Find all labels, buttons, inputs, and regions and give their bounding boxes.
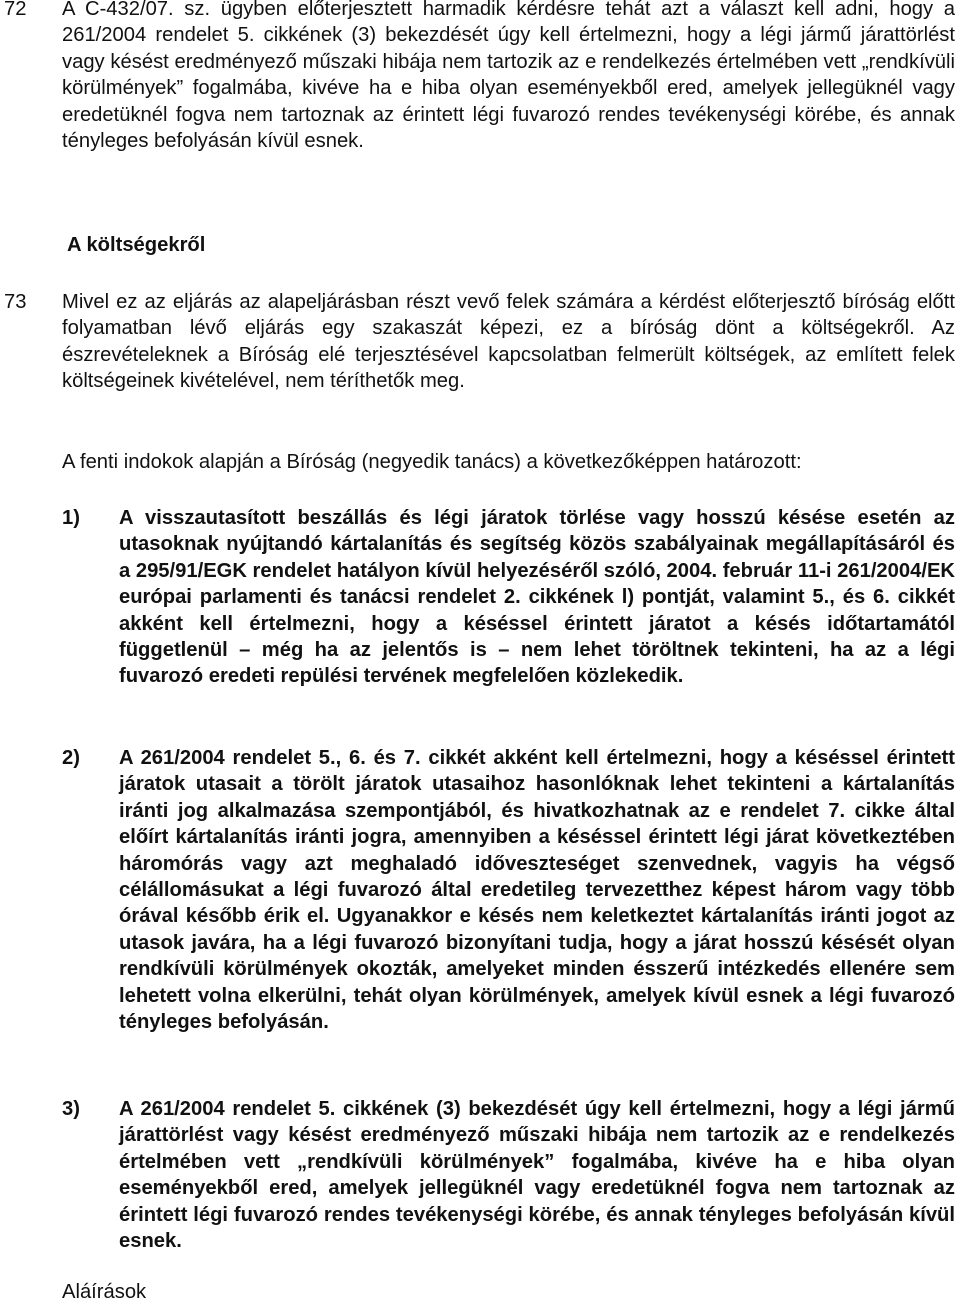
ruling-item-number: 2) xyxy=(62,747,80,769)
paragraph-73-text: Mivel ez az eljárás az alapeljárásban részt vevő felek számára a kérdést előterjesztő bíróság előtt folyamatban lévő eljárás egy szakaszát képezi, ez a bíróság dönt a költségekről. Az észrevételeknek a Bíróság elé terjesztésével kapcsolatban felmerült költségek, az említett felek költségeinek kivételével, nem téríthetők meg. xyxy=(62,291,955,393)
ruling-item-2-text: A 261/2004 rendelet 5., 6. és 7. cikkét akként kell értelmezni, hogy a késéssel érintett járatok utasait a törölt járatok utasaihoz hasonlóknak lehet tekinteni a kártalanítás iránti jog alkalmazása szempontjából, és hivatkozhatnak az e rendelet 7. cikke által előírt kártalanítás iránti jogra, amennyiben a késéssel érintett légi járat következtében háromórás vagy azt meghaladó időveszteséget szenvednek, vagyis ha végső célállomásukat a légi fuvarozó által eredetileg tervezetthez képest három vagy több órával később érik el. Ugyanakkor e késés nem keletkeztet kártalanítás iránti jogot az utasok javára, ha a légi fuvarozó bizonyítani tudja, hogy a járat hosszú késését olyan rendkívüli körülmények okozták, amelyeket minden ésszerű intézkedés ellenére sem lehetett volna elkerülni, tehát olyan körülmények, amelyek kívül esnek a légi fuvarozó tényleges befolyásán. xyxy=(119,747,955,1034)
ruling-item-3-text: A 261/2004 rendelet 5. cikkének (3) bekezdését úgy kell értelmezni, hogy a légi jármű járattörlést vagy késést eredményező műszaki hibája nem tartozik az e rendelkezés értelmében vett „rendkívüli körülmények” fogalmába, kivéve ha e hiba olyan eseményekből ered, amelyek jellegüknél vagy eredetüknél fogva nem tartoznak az érintett légi fuvarozó rendes tevékenységi körébe, és annak tényleges befolyásán kívül esnek. xyxy=(119,1098,955,1253)
ruling-intro: A fenti indokok alapján a Bíróság (negyedik tanács) a következőképpen határozott: xyxy=(62,451,802,473)
paragraph-number-73: 73 xyxy=(4,291,27,313)
ruling-item-1-text: A visszautasított beszállás és légi járatok törlése vagy hosszú késése esetén az utasoknak nyújtandó kártalanítás és segítség közös szabályainak megállapításáról és a 295/91/EGK rendelet hatályon kívül helyezéséről szóló, 2004. február 11-i 261/2004/EK európai parlamenti és tanácsi rendelet 2. cikkének l) pontját, valamint 5., és 6. cikkét akként kell értelmezni, hogy a késéssel érintett járatot a késés időtartamától függetlenül – még ha az jelentős is – nem lehet töröltnek tekinteni, ha az a légi fuvarozó eredeti repülési tervének megfelelően közlekedik. xyxy=(119,507,955,688)
paragraph-number-72: 72 xyxy=(4,0,27,20)
ruling-item-number: 3) xyxy=(62,1098,80,1120)
costs-heading: A költségekről xyxy=(67,234,206,256)
paragraph-72-text: A C-432/07. sz. ügyben előterjesztett harmadik kérdésre tehát azt a választ kell adni, hogy a 261/2004 rendelet 5. cikkének (3) bekezdését úgy kell értelmezni, hogy a légi jármű járattörlést vagy késést eredményező műszaki hibája nem tartozik az e rendelkezés értelmében vett „rendkívüli körülmények” fogalmába, kivéve ha e hiba olyan eseményekből ered, amelyek jellegüknél vagy eredetüknél fogva nem tartoznak az érintett légi fuvarozó rendes tevékenységi körébe, és annak tényleges befolyásán kívül esnek. xyxy=(62,0,955,153)
signatures-label: Aláírások xyxy=(62,1281,147,1303)
ruling-item-number: 1) xyxy=(62,507,80,529)
